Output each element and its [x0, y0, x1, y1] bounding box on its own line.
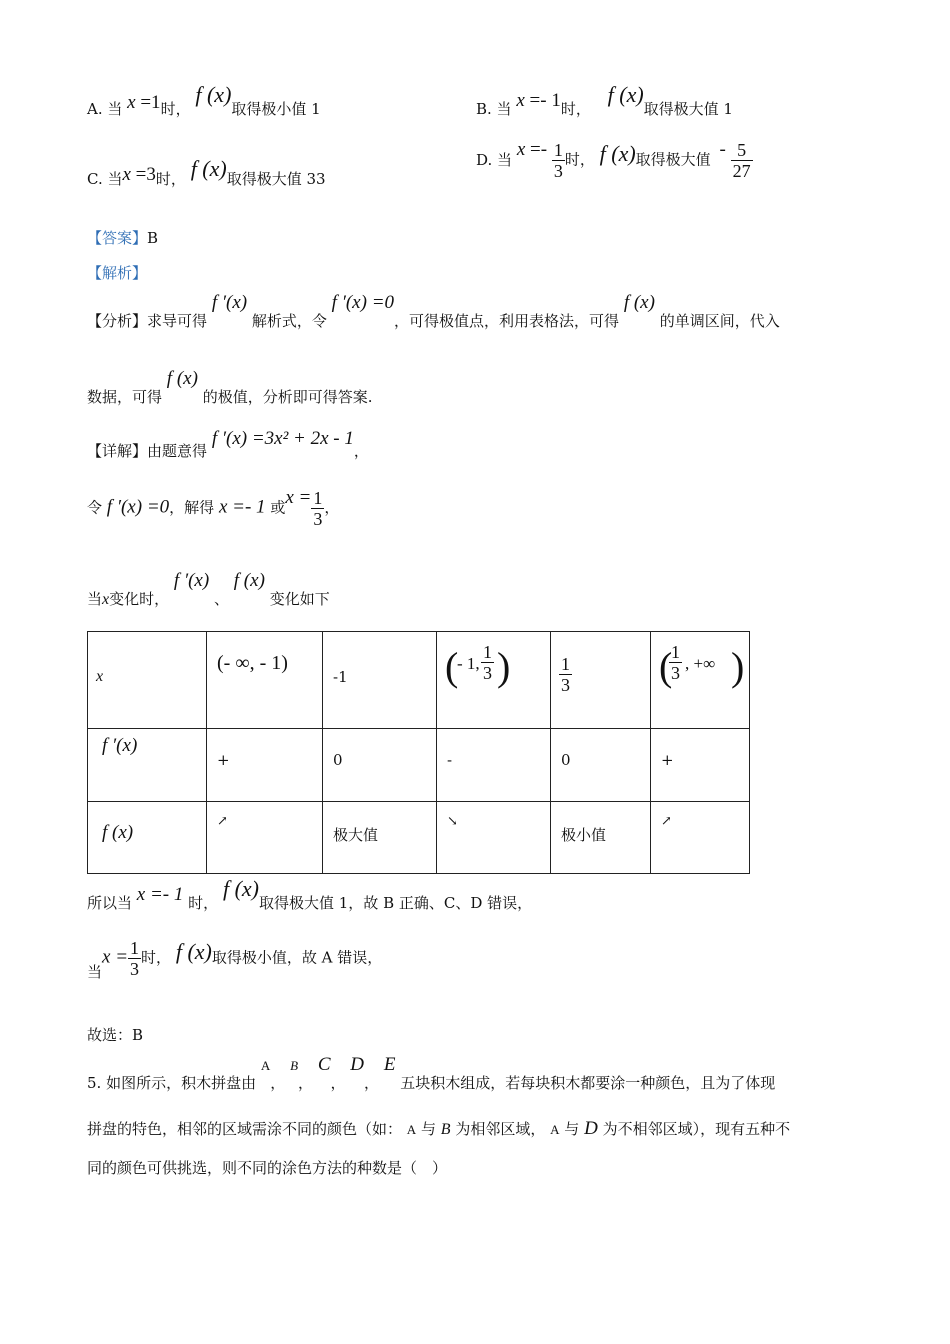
row1-c3-lparen: ( [445, 644, 459, 689]
row1-header: x [96, 668, 104, 685]
dang-line [87, 570, 330, 608]
dang-sep: 、 [213, 590, 229, 608]
option-c-rest: 取得极大值 33 [226, 170, 326, 188]
dang2-den: 3 [130, 959, 140, 979]
table-cell [651, 632, 750, 729]
option-a-x: x [127, 92, 136, 113]
fenxi-t1: 求导可得 [147, 312, 208, 330]
option-d-value-fraction [731, 140, 753, 181]
q5-l2A2: A [550, 1122, 560, 1137]
option-c-x: x [122, 164, 131, 185]
option-c-label: C. 当 [87, 170, 123, 188]
analysis-tag: 【解析】 [87, 264, 148, 282]
q5-l2e: 为不相邻区域），现有五种不 [602, 1120, 791, 1138]
dang2-t3: 取得极小值，故 A 错误， [211, 948, 383, 967]
table-cell [651, 729, 750, 802]
row1-c1: (- ∞, - 1) [217, 652, 288, 674]
dang2-t2: 时， [141, 948, 172, 967]
option-a [87, 82, 321, 118]
row2-c5: + [661, 751, 674, 769]
q5-line2 [87, 1118, 790, 1140]
q5-line1 [87, 1054, 776, 1092]
option-b-x: x [516, 90, 525, 111]
dang-fx: f (x) [233, 570, 265, 591]
option-d-eq: =- [525, 138, 548, 160]
table-cell [88, 632, 207, 729]
row1-c5-num: 1 [671, 642, 680, 662]
option-c-when: 时， [155, 170, 186, 188]
row3-c2: 极大值 [333, 826, 379, 844]
suoyi-t2: 时， [188, 894, 219, 912]
xiangjie-t1: 由题意得 [147, 442, 208, 460]
dang2-fx: f (x) [175, 938, 212, 964]
ling-t2: ，解得 [169, 498, 215, 517]
dang-x: x [102, 591, 110, 608]
option-d-den: 3 [553, 161, 563, 181]
table-cell [88, 729, 207, 802]
option-d-vden: 27 [732, 161, 751, 181]
row3-c4: 极小值 [561, 826, 607, 844]
row1-c4-num: 1 [561, 654, 570, 674]
q5-comma: ， [298, 1074, 314, 1092]
row2-c1: + [217, 751, 230, 769]
option-b-eq: =- 1 [524, 90, 561, 111]
dang-t2: 变化时， [109, 590, 170, 608]
xiangjie-expr: f ′(x) =3x² + 2x - 1 [211, 428, 354, 449]
option-a-label: A. 当 [87, 100, 123, 118]
fenxi-l2fx: f (x) [166, 368, 198, 389]
option-d-x: x [516, 138, 526, 160]
dang2-x: x = [102, 946, 129, 968]
row1-c5-rparen: ) [731, 644, 745, 689]
table-cell [323, 729, 437, 802]
q5-block-a: A [260, 1058, 271, 1073]
option-d-rest: 取得极大值 [635, 150, 711, 169]
answer-tag: 【答案】 [87, 229, 148, 247]
option-d-fx: f (x) [599, 140, 636, 166]
option-a-eq: =1 [135, 92, 161, 113]
row1-c5-fraction [669, 642, 682, 683]
fenxi-t3: ，可得极值点，利用表格法，可得 [394, 312, 620, 330]
table-cell [207, 802, 323, 874]
q5-l2D: D [584, 1118, 598, 1139]
table-cell [651, 802, 750, 874]
xiangjie-t2: ， [353, 442, 369, 460]
xiangjie-tag: 【详解】 [87, 442, 148, 460]
fenxi-line2 [87, 368, 373, 406]
option-d-num: 1 [553, 140, 563, 160]
ling-t1: 令 [87, 498, 103, 517]
option-a-rest: 取得极小值 1 [231, 100, 321, 118]
suoyi-t3: 取得极大值 1，故 B 正确、C、D 错误， [259, 894, 533, 912]
row3-header: f (x) [102, 822, 134, 843]
row2-header: f ′(x) [102, 735, 138, 756]
table-cell [437, 802, 551, 874]
table-cell [323, 632, 437, 729]
q5-line3: 同的颜色可供挑选，则不同的涂色方法的种数是（ ） [87, 1159, 448, 1177]
fenxi-t4: 的单调区间，代入 [659, 312, 780, 330]
fenxi-l2a: 数据，可得 [87, 388, 163, 406]
row3-c5-increase-icon: ↗ [661, 814, 672, 829]
option-a-fx: f (x) [195, 82, 232, 107]
option-b-label: B. 当 [476, 100, 512, 118]
dang2-num: 1 [130, 938, 140, 958]
q5-comma: ， [270, 1074, 286, 1092]
suoyi-r: x =- 1 [136, 884, 184, 905]
row1-c4-fraction [559, 654, 572, 695]
answer-line [87, 227, 158, 248]
row1-c2: -1 [333, 668, 348, 686]
option-a-when: 时， [160, 100, 191, 118]
option-b-fx: f (x) [607, 82, 644, 107]
table-cell [88, 802, 207, 874]
option-d-fraction [552, 140, 565, 181]
table-cell [437, 632, 551, 729]
q5-l2d: 与 [564, 1120, 580, 1138]
ling-r2x: x = [285, 486, 312, 508]
option-c [87, 156, 326, 188]
variation-table [87, 631, 750, 874]
guxuan: 故选：B [87, 1026, 144, 1044]
q5-comma: ， [330, 1074, 346, 1092]
option-b [476, 82, 733, 118]
row1-c4-den: 3 [561, 675, 570, 695]
option-d-vnum: 5 [737, 140, 747, 160]
table-cell [437, 729, 551, 802]
suoyi-t1: 所以当 [87, 894, 133, 912]
fenxi-line1 [87, 292, 780, 330]
dang2-line [87, 938, 382, 979]
q5-l1a: 5. 如图所示，积木拼盘由 [87, 1074, 257, 1092]
ling-den: 3 [313, 509, 323, 529]
option-d [476, 140, 753, 181]
suoyi-line [87, 876, 533, 912]
fenxi-tag: 【分析】 [87, 312, 148, 330]
q5-block-c: C [317, 1054, 331, 1075]
table-cell [551, 802, 651, 874]
fenxi-fx: f (x) [623, 292, 655, 313]
q5-l2a: 拼盘的特色，相邻的区域需涂不同的颜色（如： [87, 1120, 403, 1138]
ling-line [87, 488, 339, 529]
dang-t1: 当 [87, 590, 103, 608]
row1-c3-den: 3 [483, 663, 492, 683]
option-c-fx: f (x) [190, 156, 227, 181]
ling-r1: x =- 1 [218, 496, 266, 518]
table-cell [551, 632, 651, 729]
table-cell [323, 802, 437, 874]
fenxi-fpz: f ′(x) =0 [331, 292, 395, 313]
q5-block-d: D [350, 1054, 365, 1075]
dang2-fraction [128, 938, 141, 979]
q5-block-e: E [383, 1054, 396, 1075]
ling-t3: 或 [270, 498, 286, 517]
table-cell [207, 632, 323, 729]
suoyi-fx: f (x) [222, 876, 259, 901]
q5-l2c: 为相邻区域， [455, 1120, 546, 1138]
xiangjie-line [87, 428, 369, 460]
row3-c3-decrease-icon: ↘ [447, 814, 458, 829]
table-cell [551, 729, 651, 802]
table-row [88, 802, 750, 874]
ling-num: 1 [313, 488, 323, 508]
option-d-when: 时， [564, 150, 595, 169]
table-cell [207, 729, 323, 802]
option-d-neg: - [719, 138, 726, 160]
q5-l1b: 五块积木组成，若每块积木都要涂一种颜色，且为了体现 [400, 1074, 776, 1092]
q5-block-b: B [290, 1058, 299, 1073]
dang2-t1: 当 [87, 962, 103, 981]
row1-c3-fraction [481, 642, 494, 683]
option-b-when: 时， [560, 100, 591, 118]
row1-c5-den: 3 [671, 663, 680, 683]
row1-c3-num: 1 [483, 642, 492, 662]
row2-c3: - [447, 751, 453, 769]
row1-c5b: , +∞ [685, 654, 716, 673]
q5-l2B: B [440, 1121, 451, 1138]
q5-l2b: 与 [420, 1120, 436, 1138]
option-c-eq: =3 [130, 164, 156, 185]
ling-t4: ， [324, 498, 340, 517]
answer-value: B [147, 229, 159, 247]
row1-c5-lparen: ( [659, 644, 673, 689]
fenxi-t2: 解析式，令 [251, 312, 327, 330]
dang-t3: 变化如下 [269, 590, 330, 608]
row2-c2: 0 [333, 751, 343, 769]
table-row [88, 632, 750, 729]
option-d-label: D. 当 [476, 150, 513, 169]
option-b-rest: 取得极大值 1 [643, 100, 733, 118]
table-row [88, 729, 750, 802]
fenxi-fp: f ′(x) [211, 292, 248, 313]
dang-fp: f ′(x) [173, 570, 210, 591]
q5-comma: ， [364, 1074, 380, 1092]
row1-c3-rparen: ) [497, 644, 511, 689]
ling-fraction [311, 488, 324, 529]
ling-expr: f ′(x) =0 [106, 496, 170, 518]
row3-c1-increase-icon: ↗ [217, 814, 228, 829]
row1-c3a: - 1, [457, 654, 480, 673]
q5-l2A: A [406, 1122, 417, 1137]
row2-c4: 0 [561, 751, 571, 769]
fenxi-l2b: 的极值，分析即可得答案. [202, 388, 373, 406]
